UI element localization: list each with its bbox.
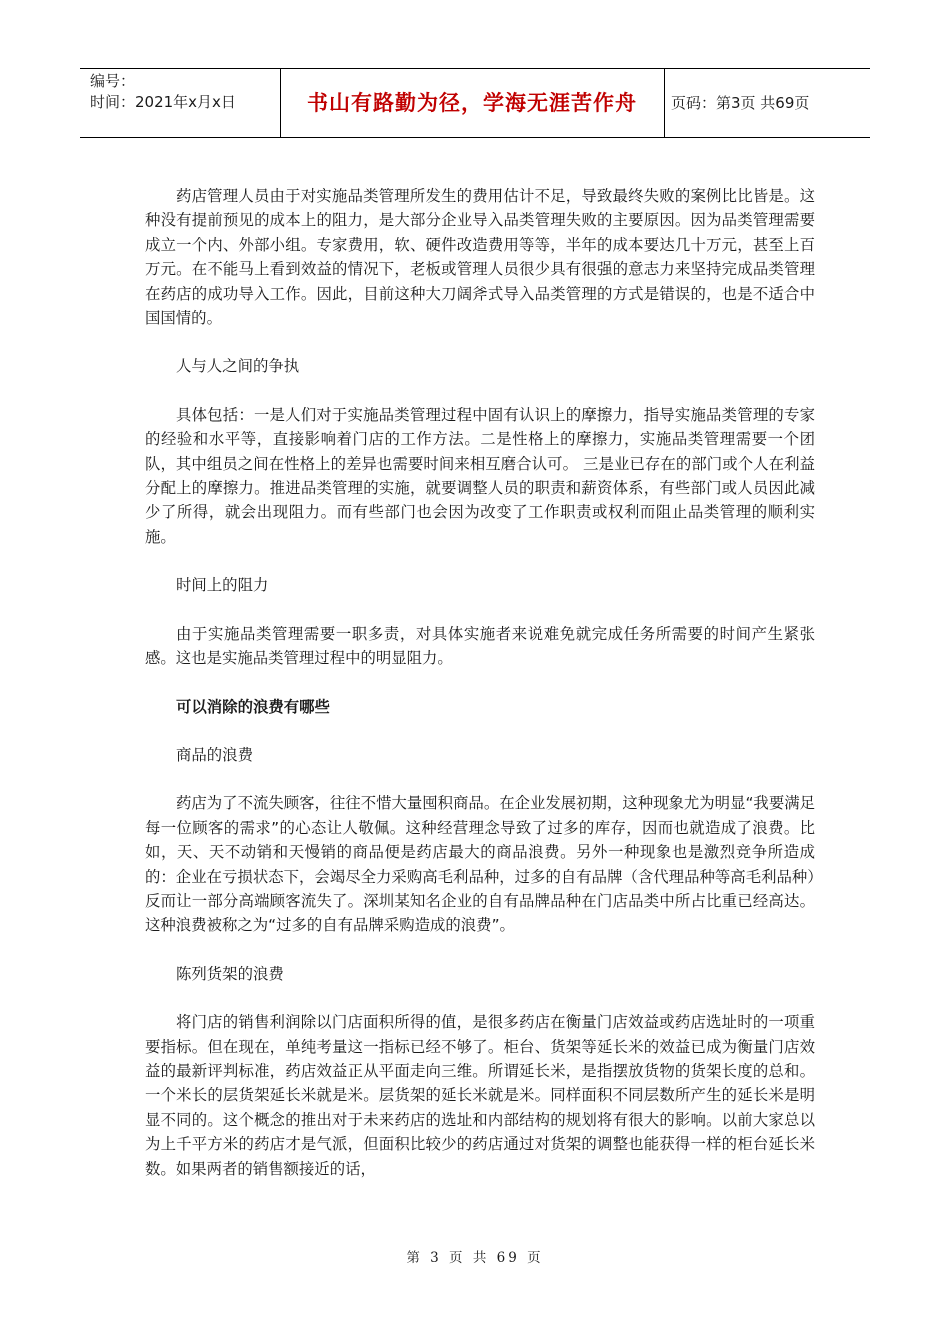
document-body [145,184,815,1205]
section-subheading: 人与人之间的争执 [176,357,300,376]
paragraph: 由于实施品类管理需要一职多责，对具体实施者来说难免就完成任务所需要的时间产生紧张感。这也是实施品类管理过程中的明显阻力。 [145,624,815,668]
header-divider-left [280,69,281,137]
paragraph: 药店管理人员由于对实施品类管理所发生的费用估计不足，导致最终失败的案例比比皆是。这种没有提前预见的成本上的阻力，是大部分企业导入品类管理失败的主要原因。因为品类管理需要成立一个内、外部小组。专家费用，软、硬件改造费用等等，半年的成本要达几十万元，甚至上百万元。在不能马上看到效益的情况下，老板或管理人员很少具有很强的意志力来坚持完成品类管理在药店的成功导入工作。因此，目前这种大刀阔斧式导入品类管理的方式是错误的，也是不适合中国国情的。 [145,187,815,328]
document-number: 编号： [90,72,136,90]
paragraph: 药店为了不流失顾客，往往不惜大量囤积商品。在企业发展初期，这种现象尤为明显“我要满足每一位顾客的需求”的心态让人敬佩。这种经营理念导致了过多的库存，因而也就造成了浪费。比如，天、天不动销和天慢销的商品便是药店最大的商品浪费。另外一种现象也是激烈竞争所造成的：企业在亏损状态下，会竭尽全力采购高毛利品种，过多的自有品牌（含代理品种等高毛利品种）反而让一部分高端顾客流失了。深圳某知名企业的自有品牌品种在门店品类中所占比重已经高达。这种浪费被称之为“过多的自有品牌采购造成的浪费”。 [145,794,815,935]
header-meta [90,71,280,113]
section-subheading: 陈列货架的浪费 [176,964,284,983]
document-time: 时间：2021年x月x日 [90,93,236,111]
section-subheading: 商品的浪费 [176,745,253,764]
section-heading: 可以消除的浪费有哪些 [176,697,330,716]
header-page-number: 页码：第3页 共69页 [671,94,810,112]
section-subheading: 时间上的阻力 [176,576,269,595]
paragraph: 将门店的销售利润除以门店面积所得的值，是很多药店在衡量门店效益或药店选址时的一项重要指标。但在现在，单纯考量这一指标已经不够了。柜台、货架等延长米的效益已成为衡量门店效益的最新评判标准，药店效益正从平面走向三维。所谓延长米，是指摆放货物的货架长度的总和。一个米长的层货架延长米就是米。层货架的延长米就是米。同样面积不同层数所产生的延长米是明显不同的。这个概念的推出对于未来药店的选址和内部结构的规划将有很大的影响。以前大家总以为上千平方米的药店才是气派，但面积比较少的药店通过对货架的调整也能获得一样的柜台延长米数。如果两者的销售额接近的话， [145,1013,815,1178]
header-motto: 书山有路勤为径，学海无涯苦作舟 [307,90,637,115]
paragraph: 具体包括：一是人们对于实施品类管理过程中固有认识上的摩擦力，指导实施品类管理的专家的经验和水平等，直接影响着门店的工作方法。二是性格上的摩擦力，实施品类管理需要一个团队，其中组员之间在性格上的差异也需要时间来相互磨合认可。 三是业已存在的部门或个人在利益分配上的摩擦力。推进品类管理的实施，就要调整人员的职责和薪资体系，有些部门或人员因此减少了所得，就会出现阻力。而有些部门也会因为改变了工作职责或权利而阻止品类管理的顺利实施。 [145,405,815,546]
page-footer: 第 3 页 共 69 页 [406,1250,544,1266]
page-header [80,68,870,138]
